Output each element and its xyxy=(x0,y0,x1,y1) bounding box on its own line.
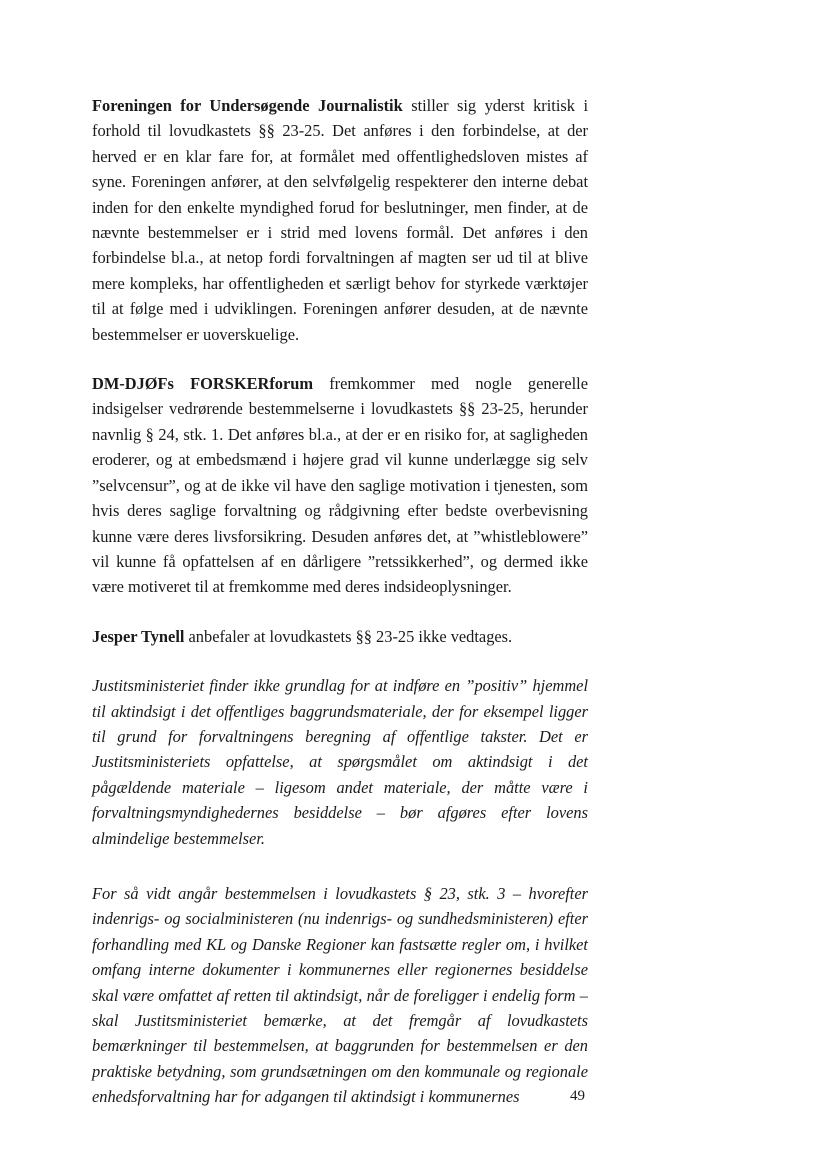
paragraph-text: fremkommer med nogle generelle indsigelser vedrørende bestemmelserne i lovudkastets §§ 23-25, herunder navnlig § 24, stk. 1. Det anføres bl.a., at der er en risiko for, at sagligheden eroderer, og at embedsmænd i højere grad vil kunne underlægge sig selv ”selvcensur”, og at de ikke vil have den saglige motivation i tjenesten, som hvis deres saglige forvaltning og rådgivning efter bedste overbevisning kunne være deres livsforsikring. Desuden anføres det, at ”whistleblowere” vil kunne få opfattelsen af en dårligere ”retssikkerhed”, og dermed ikke være motiveret til at fremkomme med deres indsideoplysninger. xyxy=(92,374,588,597)
paragraph-ministry-response-1: Justitsministeriet finder ikke grundlag for at indføre en ”positiv” hjemmel til aktindsigt i det offentliges baggrundsmateriale, der for eksempel ligger til grund for forvaltningens beregning af offentlige takster. Det er Justitsministeriets opfattelse, at spørgsmålet om aktindsigt i det pågældende materiale – ligesom andet materiale, der måtte være i forvaltningsmyndighedernes besiddelse – bør afgøres efter lovens almindelige bestemmelser. xyxy=(92,676,588,848)
paragraph-text: anbefaler at lovudkastets §§ 23-25 ikke vedtages. xyxy=(184,626,513,646)
org-name-fuj: Foreningen for Undersøgende Journalistik xyxy=(92,96,403,115)
paragraph-ministry-response-2: For så vidt angår bestemmelsen i lovudkastets § 23, stk. 3 – hvorefter indenrigs- og socialministeren (nu indenrigs- og sundhedsministeren) efter forhandling med KL og Danske Regioner kan fastsætte regler om, i hvilket omfang interne dokumenter i kommunernes eller regionernes besiddelse skal være omfattet af retten til aktindsigt, når de foreligger i endelig form – skal Justitsministeriet bemærke, at det fremgår af lovudkastets bemærkninger til bestemmelsen, at baggrunden for bestemmelsen er den praktiske betydning, som grundsætningen om den kommunale og regionale enhedsforvaltning har for adgangen til aktindsigt i kommunernes xyxy=(92,883,588,1107)
paragraph-fuj xyxy=(92,93,588,347)
paragraph-jesper-tynell xyxy=(92,624,588,649)
paragraph-dm-djof xyxy=(92,371,588,600)
page-number: 49 xyxy=(570,1088,585,1104)
document-body xyxy=(92,93,588,1136)
org-name-dm-djof: DM-DJØFs FORSKERforum xyxy=(92,374,314,394)
paragraph-text: stiller sig yderst kritisk i forhold til lovudkastets §§ 23-25. Det anføres i den forbindelse, at der herved er en klar fare for, at formålet med offentlighedsloven mistes af syne. Foreningen anfører, at den selvfølgelig respekterer den interne debat inden for den enkelte myndighed forud for beslutninger, men finder, at de nævnte bestemmelser er i strid med lovens formål. Det anføres i den forbindelse bl.a., at netop fordi forvaltningen af magten ser ud til at blive mere kompleks, har offentligheden et særligt behov for styrkede værktøjer til at følge med i udviklingen. Foreningen anfører desuden, at de nævnte bestemmelser er uoverskuelige. xyxy=(92,96,588,344)
person-name-jesper-tynell: Jesper Tynell xyxy=(92,626,185,646)
